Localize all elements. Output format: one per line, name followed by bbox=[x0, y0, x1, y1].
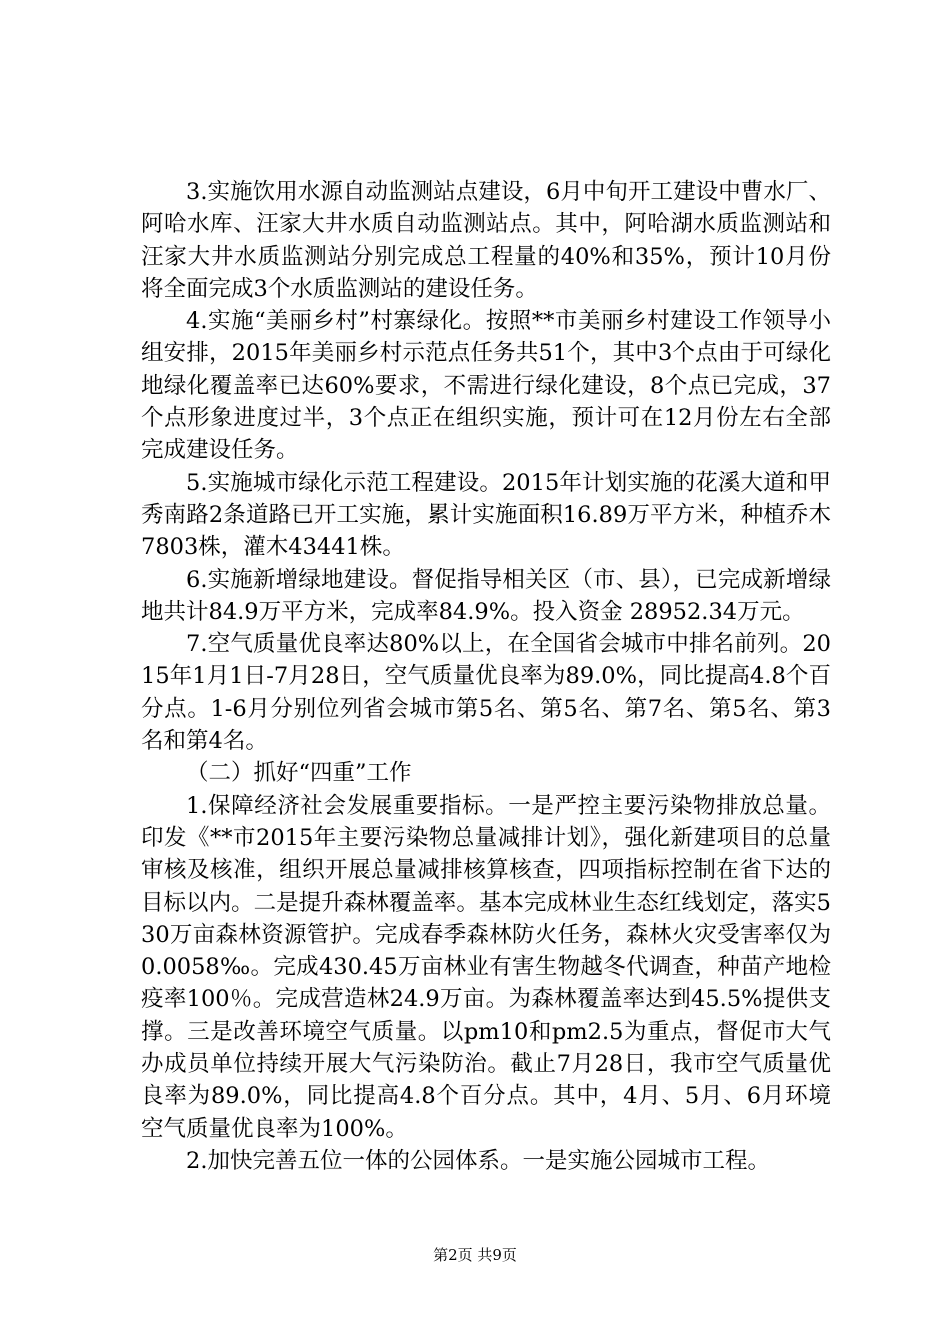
page-number-footer: 第2页 共9页 bbox=[433, 1246, 517, 1264]
document-body bbox=[141, 176, 831, 1177]
paragraph-air-quality: 7.空气质量优良率达80%以上，在全国省会城市中排名前列。2015年1月1日-7月28日，空气质量优良率为89.0%，同比提高4.8个百分点。1-6月分别位列省会城市第5名、第5名、第7名、第5名、第3名和第4名。 bbox=[141, 631, 831, 755]
paragraph-new-green-space: 6.实施新增绿地建设。督促指导相关区（市、县），已完成新增绿地共计84.9万平方米，完成率84.9%。投入资金 28952.34万元。 bbox=[141, 566, 831, 625]
paragraph-beautiful-village-greening: 4.实施“美丽乡村”村寨绿化。按照**市美丽乡村建设工作领导小组安排，2015年美丽乡村示范点任务共51个，其中3个点由于可绿化地绿化覆盖率已达60%要求，不需进行绿化建设，8个点已完成，37个点形象进度过半，3个点正在组织实施，预计可在12月份左右全部完成建设任务。 bbox=[141, 308, 831, 464]
paragraph-key-indicators: 1.保障经济社会发展重要指标。一是严控主要污染物排放总量。印发《**市2015年主要污染物总量减排计划》，强化新建项目的总量审核及核准，组织开展总量减排核算核查，四项指标控制在省下达的目标以内。二是提升森林覆盖率。基本完成林业生态红线划定，落实530万亩森林资源管护。完成春季森林防火任务，森林火灾受害率仅为0.0058‰。完成430.45万亩林业有害生物越冬代调查，种苗产地检疫率100％。完成营造林24.9万亩。为森林覆盖率达到45.5%提供支撑。三是改善环境空气质量。以pm10和pm2.5为重点，督促市大气办成员单位持续开展大气污染防治。截止7月28日，我市空气质量优良率为89.0%，同比提高4.8个百分点。其中，4月、5月、6月环境空气质量优良率为100%。 bbox=[141, 792, 831, 1142]
section-heading-four-key-works: （二）抓好“四重”工作 bbox=[186, 760, 412, 787]
paragraph-drinking-water-monitoring: 3.实施饮用水源自动监测站点建设，6月中旬开工建设中曹水厂、阿哈水库、汪家大井水质自动监测站点。其中，阿哈湖水质监测站和汪家大井水质监测站分别完成总工程量的40%和35%，预计10月份将全面完成3个水质监测站的建设任务。 bbox=[141, 179, 831, 302]
paragraph-urban-greening-demo: 5.实施城市绿化示范工程建设。2015年计划实施的花溪大道和甲秀南路2条道路已开工实施，累计实施面积16.89万平方米，种植乔木7803株，灌木43441株。 bbox=[141, 469, 831, 561]
paragraph-park-system: 2.加快完善五位一体的公园体系。一是实施公园城市工程。 bbox=[186, 1147, 770, 1174]
